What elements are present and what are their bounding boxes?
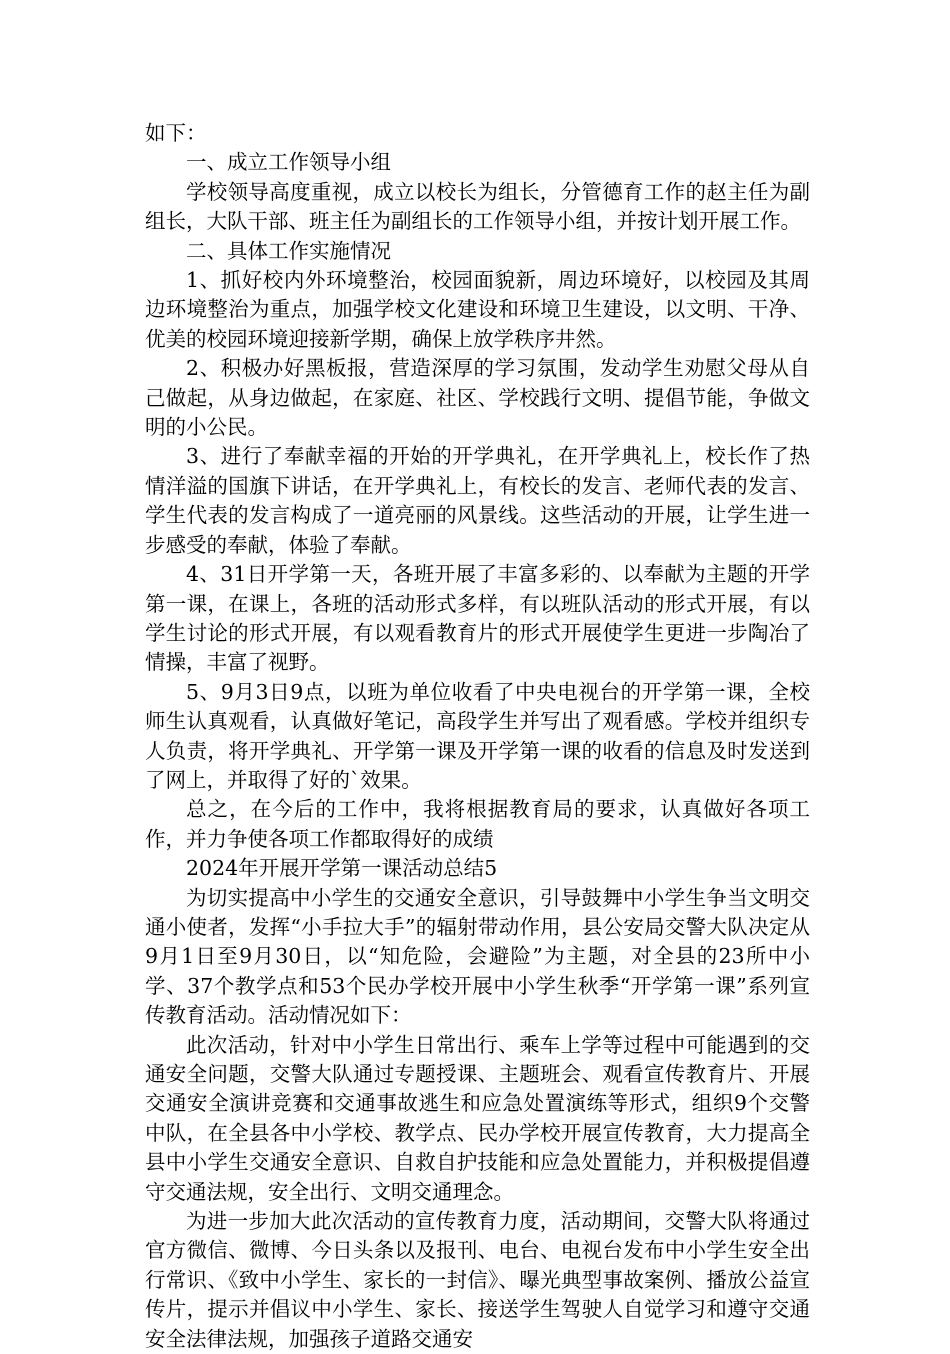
paragraph-intro: 如下： (145, 121, 207, 145)
paragraph: 学校领导高度重视，成立以校长为组长，分管德育工作的赵主任为副组长，大队干部、班主任为副组长的工作领导小组，并按计划开展工作。 (145, 179, 810, 234)
list-item: 1、抓好校内外环境整治，校园面貌新，周边环境好，以校园及其周边环境整治为重点，加强学校文化建设和环境卫生建设，以文明、干净、优美的校园环境迎接新学期，确保上放学秩序井然。 (145, 268, 810, 351)
document-title: 2024年开展开学第一课活动总结5 (186, 856, 498, 881)
section-heading-2: 二、具体工作实施情况 (186, 238, 391, 263)
paragraph: 为进一步加大此次活动的宣传教育力度，活动期间，交警大队将通过官方微信、微博、今日头条以及报刊、电台、电视台发布中小学生安全出行常识、《致中小学生、家长的一封信》、曝光典型事故案例、播放公益宣传片，提示并倡议中小学生、家长、接送学生驾驶人自觉学习和遵守交通安全法律法规，加强孩子道路交通安 (145, 1209, 810, 1351)
paragraph-conclusion: 总之，在今后的工作中，我将根据教育局的要求，认真做好各项工作，并力争使各项工作都取得好的成绩 (145, 797, 810, 851)
section-heading-1: 一、成立工作领导小组 (186, 150, 391, 175)
paragraph: 此次活动，针对中小学生日常出行、乘车上学等过程中可能遇到的交通安全问题，交警大队通过专题授课、主题班会、观看宣传教育片、开展交通安全演讲竞赛和交通事故逃生和应急处置演练等形式，组织9个交警中队，在全县各中小学校、教学点、民办学校开展宣传教育，大力提高全县中小学生交通安全意识、自救自护技能和应急处置能力，并积极提倡遵守交通法规，安全出行、文明交通理念。 (145, 1032, 810, 1204)
list-item: 5、9月3日9点，以班为单位收看了中央电视台的开学第一课，全校师生认真观看，认真做好笔记，高段学生并写出了观看感。学校并组织专人负责，将开学典礼、开学第一课及开学第一课的收看的信息及时发送到了网上，并取得了好的`效果。 (145, 679, 810, 792)
document-page (145, 119, 810, 1354)
list-item: 4、31日开学第一天，各班开展了丰富多彩的、以奉献为主题的开学第一课，在课上，各班的活动形式多样，有以班队活动的形式开展，有以学生讨论的形式开展，有以观看教育片的形式开展使学生更进一步陶冶了情操，丰富了视野。 (145, 562, 810, 675)
paragraph: 为切实提高中小学生的交通安全意识，引导鼓舞中小学生争当文明交通小使者，发挥“小手拉大手”的辐射带动作用，县公安局交警大队决定从9月1日至9月30日，以“知危险，会避险”为主题，对全县的23所中小学、37个教学点和53个民办学校开展中小学生秋季“开学第一课”系列宣传教育活动。活动情况如下： (145, 885, 810, 1028)
list-item: 2、积极办好黑板报，营造深厚的学习氛围，发动学生劝慰父母从自己做起，从身边做起，在家庭、社区、学校践行文明、提倡节能，争做文明的小公民。 (145, 356, 810, 440)
list-item: 3、进行了奉献幸福的开始的开学典礼，在开学典礼上，校长作了热情洋溢的国旗下讲话，在开学典礼上，有校长的发言、老师代表的发言、学生代表的发言构成了一道亮丽的风景线。这些活动的开展，让学生进一步感受的奉献，体验了奉献。 (145, 444, 810, 557)
